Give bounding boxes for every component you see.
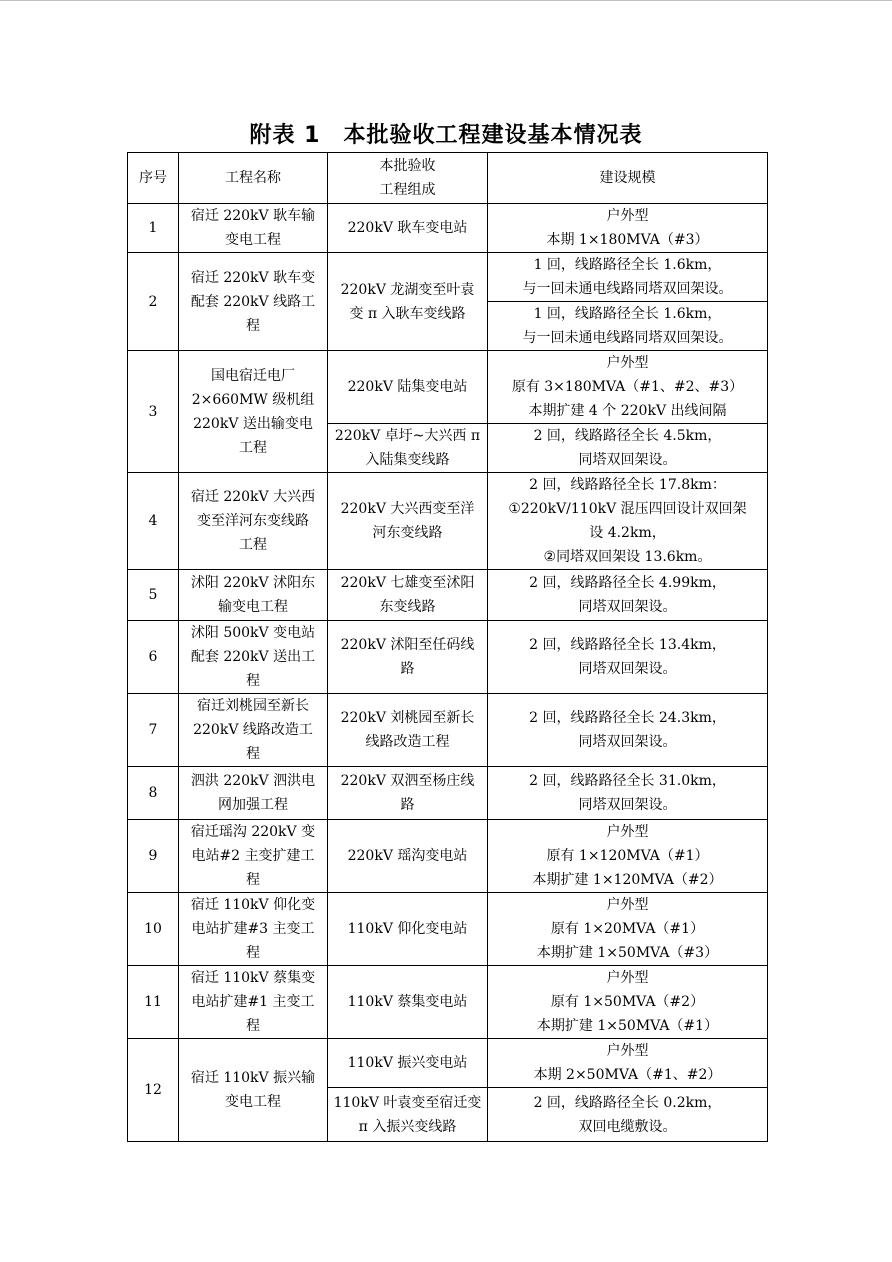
row-no: 8 [128,767,179,820]
project-name: 泗洪 220kV 泗洪电 网加强工程 [179,767,328,820]
project-name: 宿迁 110kV 仰化变 电站扩建#3 主变工 程 [179,893,328,966]
row-no: 12 [128,1039,179,1142]
header-composition: 本批验收 工程组成 [328,153,488,204]
scale-cell: 2 回，线路路径全长 24.3km， 同塔双回架设。 [488,694,768,767]
composition-cell: 220kV 沭阳至任码线 路 [328,621,488,694]
composition-cell: 220kV 陆集变电站 [328,351,488,424]
table-row [128,570,768,621]
composition-cell: 220kV 双泗至杨庄线 路 [328,767,488,820]
composition-cell: 110kV 仰化变电站 [328,893,488,966]
row-no: 1 [128,204,179,253]
scale-cell: 户外型 原有 1×120MVA（#1） 本期扩建 1×120MVA（#2） [488,820,768,893]
row-no: 10 [128,893,179,966]
table-row [128,966,768,1039]
table-row [128,351,768,424]
row-no: 11 [128,966,179,1039]
composition-cell: 220kV 大兴西变至洋 河东变线路 [328,473,488,570]
row-no: 9 [128,820,179,893]
scale-cell: 2 回，线路路径全长 13.4km， 同塔双回架设。 [488,621,768,694]
header-row [128,153,768,204]
scale-cell: 户外型 原有 3×180MVA（#1、#2、#3） 本期扩建 4 个 220kV 出线间隔 [488,351,768,424]
composition-cell: 220kV 刘桃园至新长 线路改造工程 [328,694,488,767]
scale-cell: 2 回，线路路径全长 17.8km： ①220kV/110kV 混压四回设计双回架 设 4.2km， ②同塔双回架设 13.6km。 [488,473,768,570]
composition-cell: 220kV 龙湖变至叶袁 变 π 入耿车变线路 [328,253,488,351]
table-row [128,820,768,893]
page-top-border [0,0,892,1]
project-name: 宿迁瑶沟 220kV 变 电站#2 主变扩建工 程 [179,820,328,893]
table-row [128,253,768,302]
scale-cell: 户外型 原有 1×20MVA（#1） 本期扩建 1×50MVA（#3） [488,893,768,966]
row-no: 3 [128,351,179,473]
row-no: 5 [128,570,179,621]
table-row [128,767,768,820]
composition-cell: 220kV 瑶沟变电站 [328,820,488,893]
scale-cell: 户外型 本期 2×50MVA（#1、#2） [488,1039,768,1088]
header-no: 序号 [128,153,179,204]
table-row [128,473,768,570]
row-no: 7 [128,694,179,767]
table-row [128,893,768,966]
table-row [128,694,768,767]
project-name: 沭阳 500kV 变电站 配套 220kV 送出工 程 [179,621,328,694]
project-name: 宿迁刘桃园至新长 220kV 线路改造工 程 [179,694,328,767]
scale-cell: 2 回，线路路径全长 4.5km， 同塔双回架设。 [488,424,768,473]
scale-cell: 2 回，线路路径全长 0.2km， 双回电缆敷设。 [488,1088,768,1142]
composition-cell: 220kV 七雄变至沭阳 东变线路 [328,570,488,621]
header-scale: 建设规模 [488,153,768,204]
scale-cell: 2 回，线路路径全长 4.99km， 同塔双回架设。 [488,570,768,621]
row-no: 2 [128,253,179,351]
composition-cell: 110kV 蔡集变电站 [328,966,488,1039]
project-table [127,152,768,1142]
table-row [128,204,768,253]
scale-cell: 户外型 本期 1×180MVA（#3） [488,204,768,253]
row-no: 6 [128,621,179,694]
header-name: 工程名称 [179,153,328,204]
scale-cell: 1 回，线路路径全长 1.6km， 与一回未通电线路同塔双回架设。 [488,302,768,351]
table-row [128,1039,768,1088]
row-no: 4 [128,473,179,570]
composition-cell: 110kV 振兴变电站 [328,1039,488,1088]
document-title: 附表 1 本批验收工程建设基本情况表 [249,123,643,148]
composition-cell: 220kV 耿车变电站 [328,204,488,253]
project-name: 宿迁 220kV 耿车输 变电工程 [179,204,328,253]
project-name: 宿迁 110kV 振兴输 变电工程 [179,1039,328,1142]
composition-cell: 110kV 叶袁变至宿迁变 π 入振兴变线路 [328,1088,488,1142]
scale-cell: 2 回，线路路径全长 31.0km， 同塔双回架设。 [488,767,768,820]
composition-cell: 220kV 卓圩~大兴西 π 入陆集变线路 [328,424,488,473]
scale-cell: 户外型 原有 1×50MVA（#2） 本期扩建 1×50MVA（#1） [488,966,768,1039]
scale-cell: 1 回，线路路径全长 1.6km， 与一回未通电线路同塔双回架设。 [488,253,768,302]
project-name: 宿迁 220kV 大兴西 变至洋河东变线路 工程 [179,473,328,570]
project-name: 宿迁 220kV 耿车变 配套 220kV 线路工 程 [179,253,328,351]
project-name: 宿迁 110kV 蔡集变 电站扩建#1 主变工 程 [179,966,328,1039]
table-row [128,621,768,694]
project-name: 国电宿迁电厂 2×660MW 级机组 220kV 送出输变电 工程 [179,351,328,473]
project-name: 沭阳 220kV 沭阳东 输变电工程 [179,570,328,621]
